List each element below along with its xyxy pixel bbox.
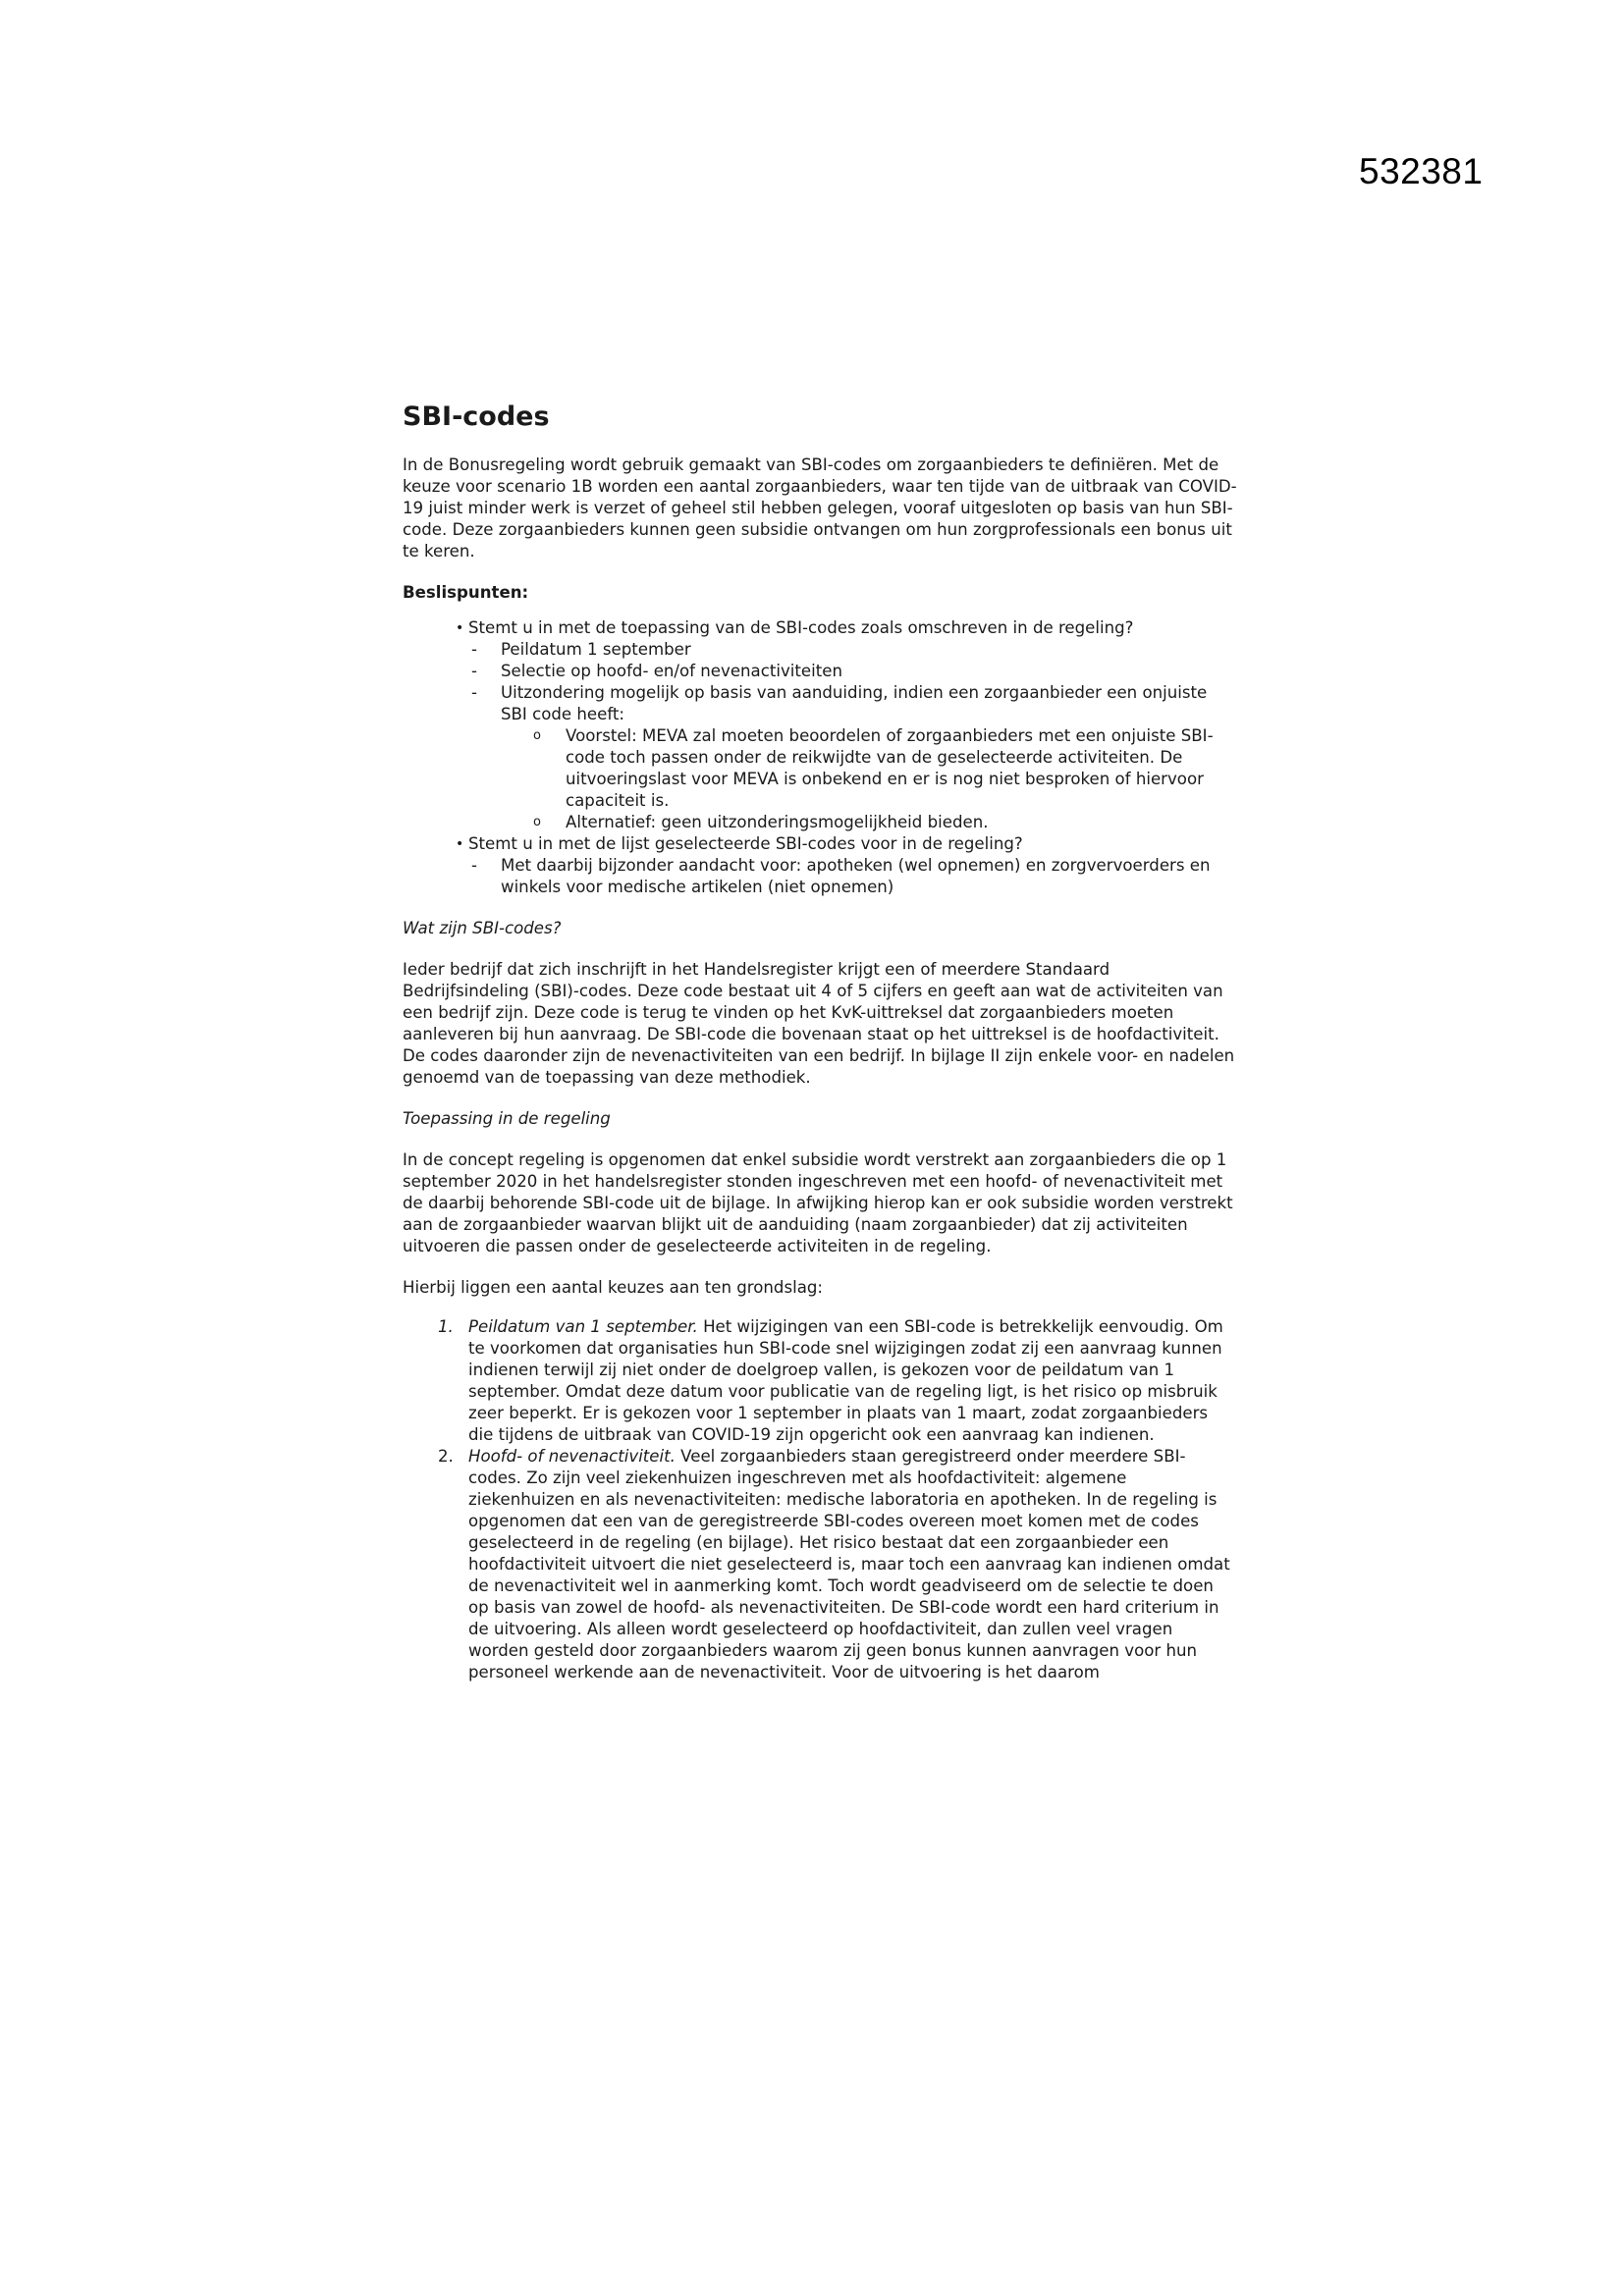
list-item-text: Met daarbij bijzonder aandacht voor: apotheken (wel opnemen) en zorgvervoerders en winkels voor medische artikelen (niet opnemen): [501, 856, 1211, 896]
page-title: SBI-codes: [403, 401, 550, 432]
list-item-lead: Peildatum van 1 september.: [468, 1317, 698, 1336]
bullet-marker: •: [456, 836, 464, 852]
dash-marker: -: [471, 683, 477, 702]
list-item: [501, 812, 1237, 833]
dash-marker: -: [471, 662, 477, 680]
list-item-text: Selectie op hoofd- en/of nevenactiviteiten: [501, 662, 842, 680]
list-item-text: Veel zorgaanbieders staan geregistreerd onder meerdere SBI-codes. Zo zijn veel ziekenhuizen ingeschreven met als hoofdactiviteit: algemene ziekenhuizen en als nevenactiviteiten: medische laboratoria en apotheken. In de regeling is opgenomen dat een van de geregistreerde SBI-codes overeen moet komen met de codes geselecteerd in de regeling (en bijlage). Het risico bestaat dat een zorgaanbieder een hoofdactiviteit uitvoert die niet geselecteerd is, maar toch een aanvraag kan indienen omdat de nevenactiviteit wel in aanmerking komt. Toch wordt geadviseerd om de selectie te doen op basis van zowel de hoofd- als nevenactiviteiten. De SBI-code wordt een hard criterium in de uitvoering. Als alleen wordt geselecteerd op hoofdactiviteit, dan zullen veel vragen worden gesteld door zorgaanbieders waarom zij geen bonus kunnen aanvragen voor hun personeel werkende aan de nevenactiviteit. Voor de uitvoering is het daarom: [468, 1447, 1230, 1682]
list-item: [468, 661, 1237, 682]
sub-list: [468, 639, 1237, 833]
list-item: [403, 833, 1237, 898]
dash-marker: -: [471, 856, 477, 875]
document-body: [403, 400, 1237, 1683]
keuzes-intro: Hierbij liggen een aantal keuzes aan ten grondslag:: [403, 1278, 824, 1297]
keuzes-list: [403, 1316, 1237, 1683]
list-item: [468, 639, 1237, 661]
sub-list: [468, 855, 1237, 898]
list-item-text: Uitzondering mogelijk op basis van aanduiding, indien een zorgaanbieder een onjuiste SBI code heeft:: [501, 683, 1208, 723]
list-item-text: Stemt u in met de lijst geselecteerde SBI-codes voor in de regeling?: [468, 834, 1023, 853]
bullet-marker: •: [456, 620, 464, 636]
document-number: 532381: [1359, 151, 1484, 191]
list-item-lead: Hoofd- of nevenactiviteit.: [468, 1447, 676, 1466]
list-item: [403, 1316, 1237, 1446]
beslispunten-heading: Beslispunten:: [403, 583, 529, 602]
list-item-text: Peildatum 1 september: [501, 640, 691, 659]
intro-paragraph: In de Bonusregeling wordt gebruik gemaakt van SBI-codes om zorgaanbieders te definiëren. Met de keuze voor scenario 1B worden een aantal zorgaanbieders, waar ten tijde van de uitbraak van COVID-19 juist minder werk is verzet of geheel stil hebben gelegen, vooraf uitgesloten op basis van hun SBI-code. Deze zorgaanbieders kunnen geen subsidie ontvangen om hun zorgprofessionals een bonus uit te keren.: [403, 455, 1237, 561]
list-item: [468, 682, 1237, 833]
list-item-text: Het wijzigingen van een SBI-code is betrekkelijk eenvoudig. Om te voorkomen dat organisaties hun SBI-code snel wijzigingen zodat zij een aanvraag kunnen indienen terwijl zij niet onder de doelgroep vallen, is gekozen voor de peildatum van 1 september. Omdat deze datum voor publicatie van de regeling ligt, is het risico op misbruik zeer beperkt. Er is gekozen voor 1 september in plaats van 1 maart, zodat zorgaanbieders die tijdens de uitbraak van COVID-19 zijn opgericht ook een aanvraag kan indienen.: [468, 1317, 1223, 1444]
list-item-text: Stemt u in met de toepassing van de SBI-codes zoals omschreven in de regeling?: [468, 618, 1134, 637]
list-item: [468, 855, 1237, 898]
sub-sub-list: [501, 725, 1237, 833]
wat-zijn-heading: Wat zijn SBI-codes?: [403, 919, 562, 937]
circle-marker: o: [533, 815, 541, 829]
list-item-text: Voorstel: MEVA zal moeten beoordelen of zorgaanbieders met een onjuiste SBI-code toch passen onder de reikwijdte van de geselecteerde activiteiten. De uitvoeringslast voor MEVA is onbekend en er is nog niet besproken of hiervoor capaciteit is.: [566, 726, 1214, 810]
toepassing-heading: Toepassing in de regeling: [403, 1109, 611, 1128]
list-item: [403, 617, 1237, 833]
list-item: [501, 725, 1237, 812]
list-item: [403, 1446, 1237, 1683]
dash-marker: -: [471, 640, 477, 659]
beslispunten-list: [403, 617, 1237, 898]
list-item-text: Alternatief: geen uitzonderingsmogelijkheid bieden.: [566, 813, 989, 831]
toepassing-paragraph: In de concept regeling is opgenomen dat enkel subsidie wordt verstrekt aan zorgaanbieders die op 1 september 2020 in het handelsregister stonden ingeschreven met een hoofd- of nevenactiviteit met de daarbij behorende SBI-code uit de bijlage. In afwijking hierop kan er ook subsidie worden verstrekt aan de zorgaanbieder waarvan blijkt uit de aanduiding (naam zorgaanbieder) dat zij activiteiten uitvoeren die passen onder de geselecteerde activiteiten in de regeling.: [403, 1150, 1233, 1255]
circle-marker: o: [533, 728, 541, 743]
wat-zijn-paragraph: Ieder bedrijf dat zich inschrijft in het Handelsregister krijgt een of meerdere Standaard Bedrijfsindeling (SBI)-codes. Deze code bestaat uit 4 of 5 cijfers en geeft aan wat de activiteiten van een bedrijf zijn. Deze code is terug te vinden op het KvK-uittreksel dat zorgaanbieders moeten aanleveren bij hun aanvraag. De SBI-code die bovenaan staat op het uittreksel is de hoofdactiviteit. De codes daaronder zijn de nevenactiviteiten van een bedrijf. In bijlage II zijn enkele voor- en nadelen genoemd van de toepassing van deze methodiek.: [403, 960, 1235, 1087]
list-number: 1.: [438, 1317, 454, 1336]
list-number: 2.: [438, 1447, 454, 1466]
